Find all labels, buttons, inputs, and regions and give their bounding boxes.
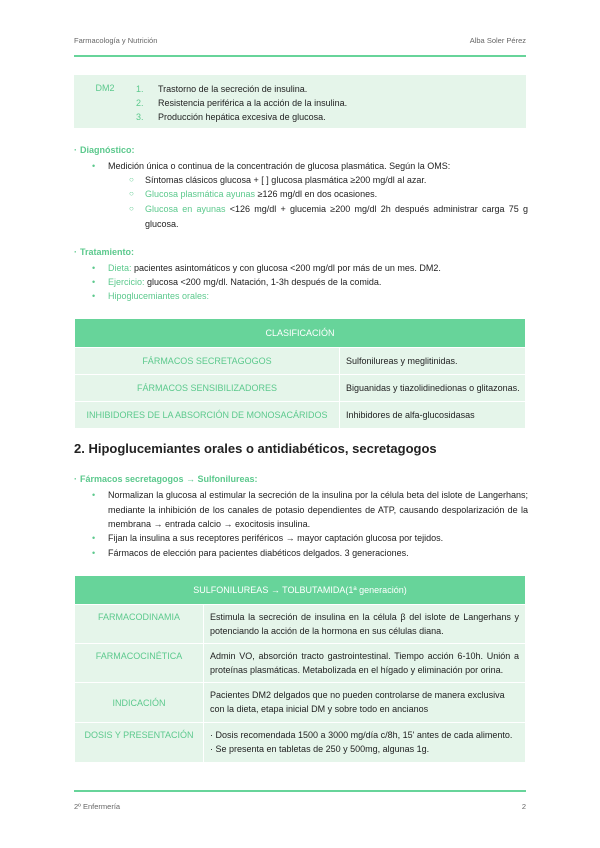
- list-item: ○ Glucosa plasmática ayunas ≥126 mg/dl en dos ocasiones.: [145, 187, 528, 202]
- table-header: SULFONILUREAS → TOLBUTAMIDA(1ª generación): [75, 576, 526, 605]
- table-row: FARMACOCINÉTICA Admin VO, absorción tracto gastrointestinal. Tiempo acción 6-10h. Unión a proteínas plasmáticas. Metabolizada en el hígado y eliminación por orina.: [75, 644, 526, 683]
- list-item: • Hipoglucemiantes orales:: [108, 289, 528, 303]
- footer-course: 2º Enfermería: [74, 802, 121, 811]
- list-item: • Ejercicio: glucosa <200 mg/dl. Natación, 1-3h después de la comida.: [108, 275, 528, 289]
- dm2-list: [136, 75, 347, 128]
- diagnostico-heading: · Diagnóstico:: [74, 145, 135, 155]
- table-row: INDICACIÓN Pacientes DM2 delgados que no pueden controlarse de manera exclusiva con la dieta, etapa inicial DM y sobre todo en ancianos: [75, 683, 526, 723]
- list-item: 1. Trastorno de la secreción de insulina.: [136, 84, 308, 94]
- table-row: INHIBIDORES DE LA ABSORCIÓN DE MONOSACÁRIDOS Inhibidores de alfa-glucosidasas: [75, 402, 526, 429]
- header-course: Farmacología y Nutrición: [74, 36, 158, 45]
- list-item: • Medición única o continua de la concentración de glucosa plasmática. Según la OMS:: [108, 159, 528, 173]
- table-row: DOSIS Y PRESENTACIÓN · Dosis recomendada 1500 a 3000 mg/día c/8h, 15' antes de cada alimento. · Se presenta en tabletas de 250 y 500mg, algunas 1g.: [75, 723, 526, 763]
- page-header: [74, 36, 526, 45]
- list-item: • Dieta: pacientes asintomáticos y con glucosa <200 mg/dl por más de un mes. DM2.: [108, 261, 528, 275]
- list-item: • Normalizan la glucosa al estimular la secreción de la insulina por la célula beta del islote de Langerhans; mediante la inhibición de los canales de potasio dependientes de ATP, causando despolarización de la membrana → entrada calcio → exocitosis insulina.: [108, 488, 528, 532]
- table-row: FÁRMACOS SENSIBILIZADORES Biguanidas y tiazolidinedionas o glitazonas.: [75, 375, 526, 402]
- tratamiento-heading: · Tratamiento:: [74, 247, 135, 257]
- dm2-label: DM2: [95, 83, 115, 93]
- header-author: Alba Soler Pérez: [469, 36, 526, 45]
- sulfonilureas-heading: · Fármacos secretagogos → Sulfonilureas:: [74, 474, 258, 484]
- dm2-box: [74, 75, 526, 128]
- page-number: 2: [521, 802, 526, 811]
- section-title: 2. Hipoglucemiantes orales o antidiabéticos, secretagogos: [74, 441, 437, 456]
- table-header: CLASIFICACIÓN: [75, 319, 526, 348]
- page-footer: [74, 802, 526, 811]
- list-item: • Fármacos de elección para pacientes diabéticos delgados. 3 generaciones.: [108, 546, 528, 560]
- footer-divider: [74, 790, 526, 792]
- list-item: 3. Producción hepática excesiva de glucosa.: [136, 112, 326, 122]
- table-row: FÁRMACOS SECRETAGOGOS Sulfonilureas y meglitinidas.: [75, 348, 526, 375]
- list-item: 2. Resistencia periférica a la acción de la insulina.: [136, 98, 348, 108]
- list-item: ○ Síntomas clásicos glucosa + [ ] glucosa plasmática ≥200 mg/dl al azar.: [145, 173, 528, 188]
- clasificacion-table: [74, 318, 526, 429]
- list-item: • Fijan la insulina a sus receptores periféricos → mayor captación glucosa por tejidos.: [108, 531, 528, 545]
- table-row: FARMACODINAMIA Estimula la secreción de insulina en la célula β del islote de Langerhans y potenciando la acción de la hormona en sus células diana.: [75, 605, 526, 644]
- tolbutamida-table: [74, 575, 526, 763]
- header-divider: [74, 55, 526, 57]
- list-item: ○ Glucosa en ayunas <126 mg/dl + glucemia ≥200 mg/dl 2h después administrar carga 75 g glucosa.: [145, 202, 528, 231]
